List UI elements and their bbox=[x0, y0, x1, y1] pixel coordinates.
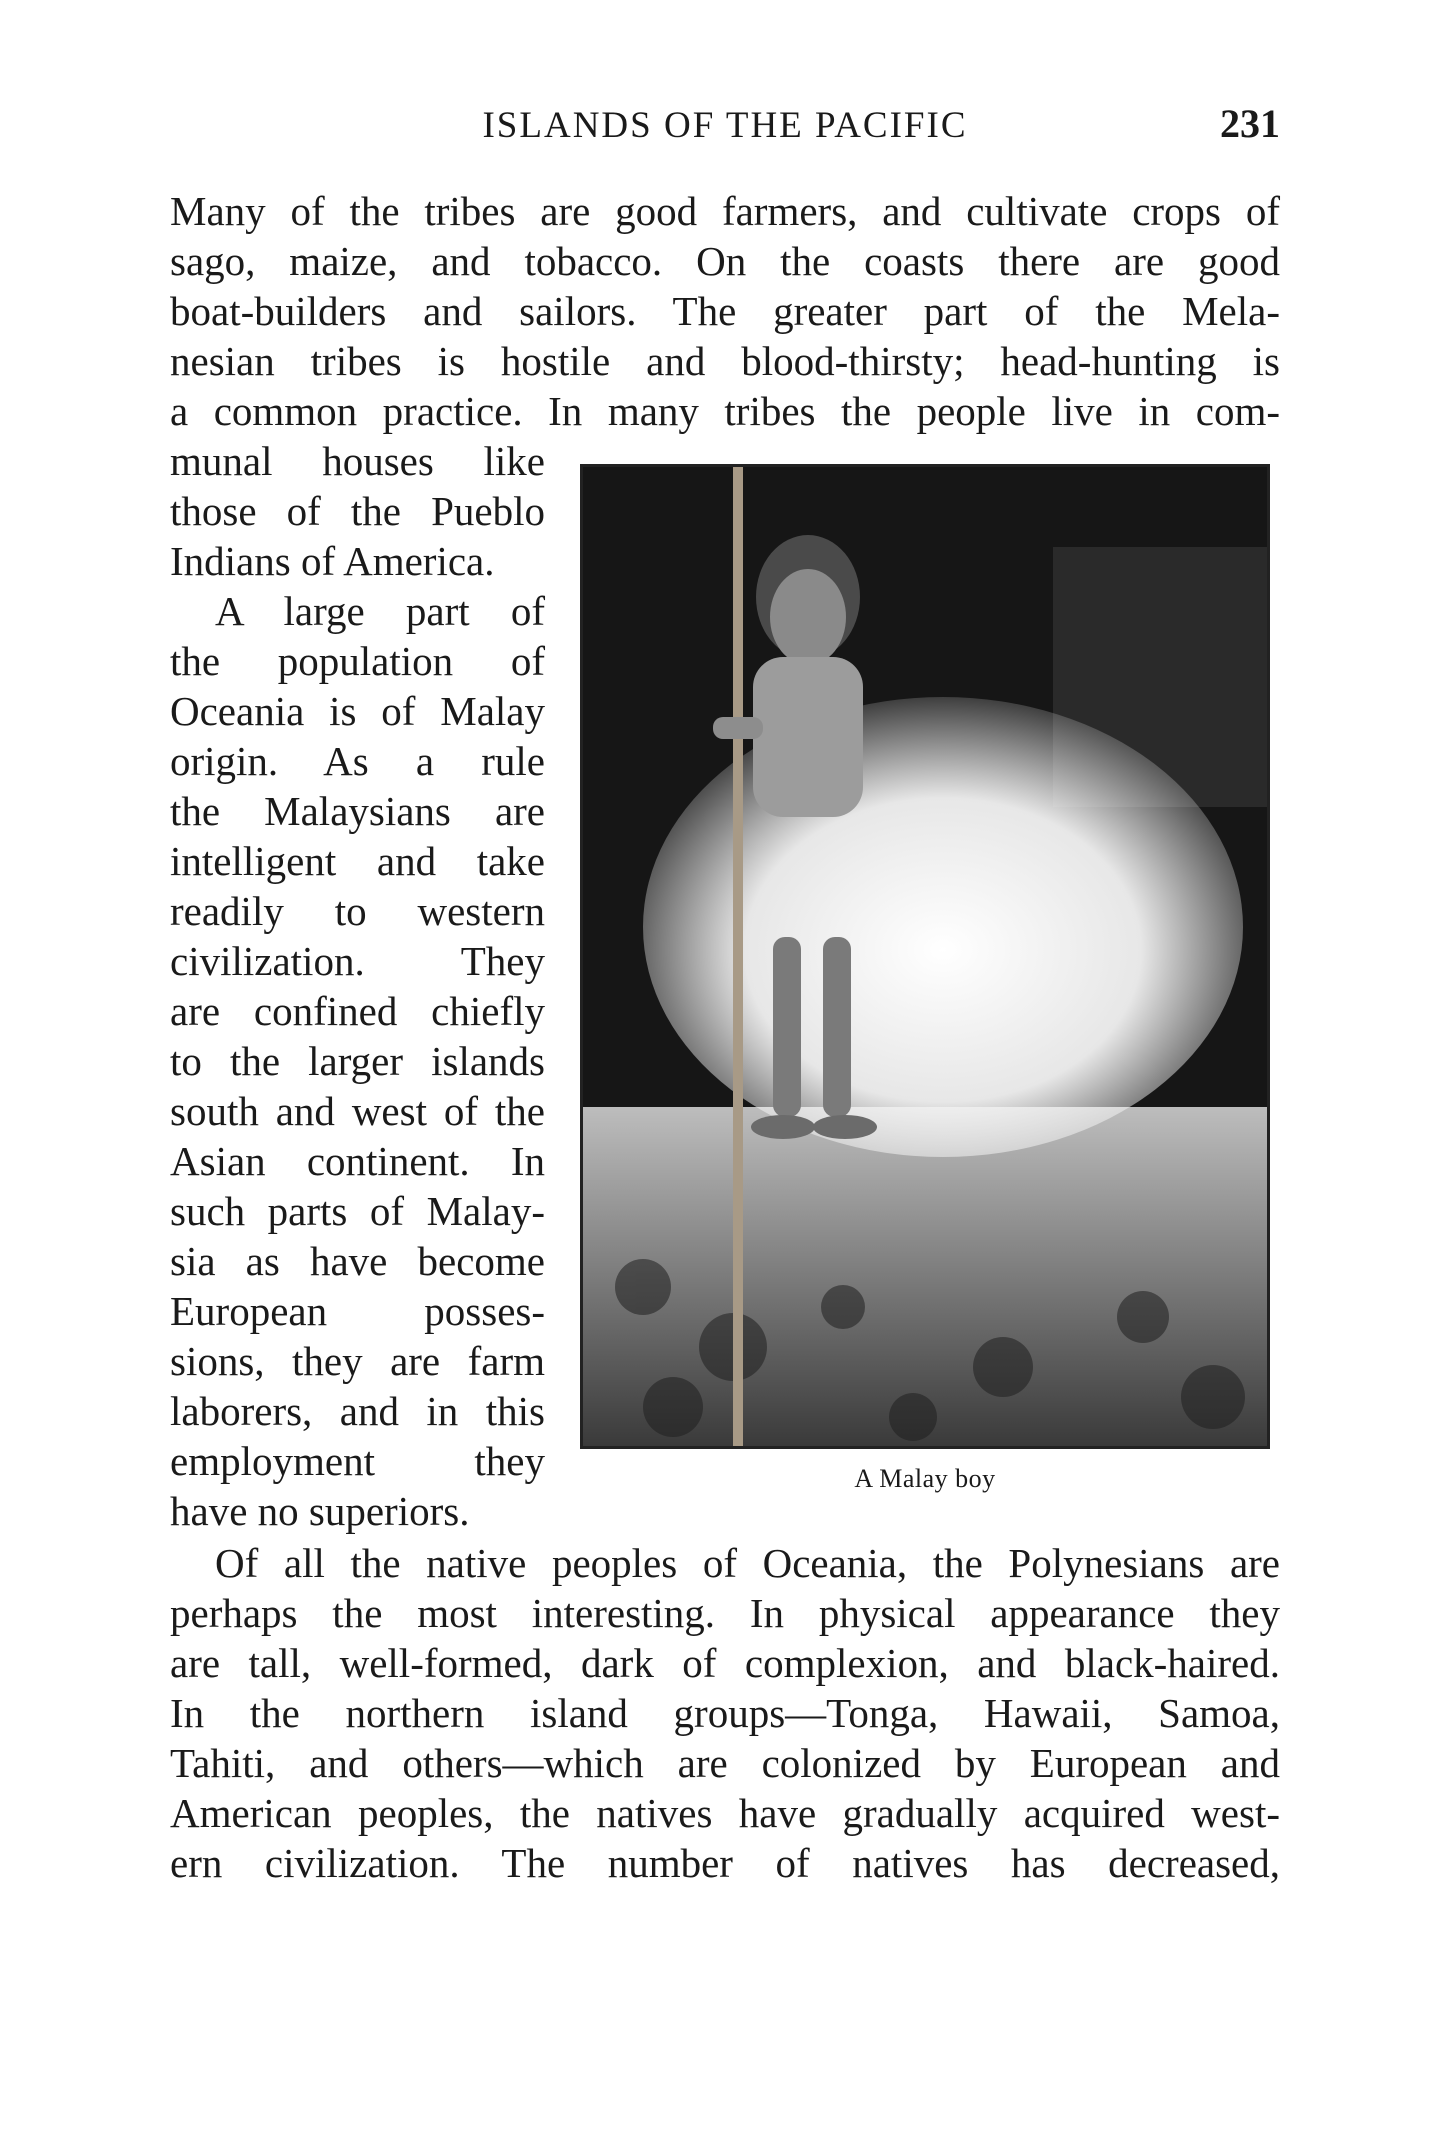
text-line: employment they bbox=[170, 1438, 545, 1484]
text-line: readily to western bbox=[170, 888, 545, 934]
text-line: American peoples, the natives have gradually acquired west- bbox=[170, 1790, 1280, 1836]
text-line: European posses- bbox=[170, 1288, 545, 1334]
text-line: have no superiors. bbox=[170, 1488, 470, 1534]
page-number: 231 bbox=[1220, 101, 1280, 146]
figure-photo bbox=[580, 464, 1270, 1449]
text-line: Asian continent. In bbox=[170, 1138, 545, 1184]
text-line: sia as have become bbox=[170, 1238, 545, 1284]
text-line: the population of bbox=[170, 638, 545, 684]
text-line: are tall, well-formed, dark of complexion, and black-haired. bbox=[170, 1640, 1280, 1686]
text-line: A large part of bbox=[215, 588, 545, 634]
text-line: to the larger islands bbox=[170, 1038, 545, 1084]
text-line: origin. As a rule bbox=[170, 738, 545, 784]
text-line: civilization. They bbox=[170, 938, 545, 984]
text-line: those of the Pueblo bbox=[170, 488, 545, 534]
text-line: laborers, and in this bbox=[170, 1388, 545, 1434]
text-line: boat-builders and sailors. The greater part of the Mela- bbox=[170, 288, 1280, 334]
text-line: intelligent and take bbox=[170, 838, 545, 884]
running-head bbox=[170, 100, 1280, 150]
text-line: Indians of America. bbox=[170, 538, 495, 584]
figure-caption: A Malay boy bbox=[854, 1464, 996, 1493]
text-line: such parts of Malay- bbox=[170, 1188, 545, 1234]
text-line: Oceania is of Malay bbox=[170, 688, 545, 734]
text-line: Of all the native peoples of Oceania, the Polynesians are bbox=[215, 1540, 1280, 1586]
text-line: Tahiti, and others—which are colonized by European and bbox=[170, 1740, 1280, 1786]
text-line: munal houses like bbox=[170, 438, 545, 484]
text-line: south and west of the bbox=[170, 1088, 545, 1134]
text-line: sago, maize, and tobacco. On the coasts there are good bbox=[170, 238, 1280, 284]
text-line: In the northern island groups—Tonga, Hawaii, Samoa, bbox=[170, 1690, 1280, 1736]
text-line: are confined chiefly bbox=[170, 988, 545, 1034]
text-line: Many of the tribes are good farmers, and cultivate crops of bbox=[170, 188, 1280, 234]
text-line: nesian tribes is hostile and blood-thirsty; head-hunting is bbox=[170, 338, 1280, 384]
text-line: sions, they are farm bbox=[170, 1338, 545, 1384]
running-head-title: ISLANDS OF THE PACIFIC bbox=[482, 105, 968, 146]
text-line: perhaps the most interesting. In physical appearance they bbox=[170, 1590, 1280, 1636]
malay-boy-photo bbox=[583, 467, 1267, 1446]
text-line: a common practice. In many tribes the people live in com- bbox=[170, 388, 1280, 434]
text-line: the Malaysians are bbox=[170, 788, 545, 834]
text-line: ern civilization. The number of natives has decreased, bbox=[170, 1840, 1280, 1886]
